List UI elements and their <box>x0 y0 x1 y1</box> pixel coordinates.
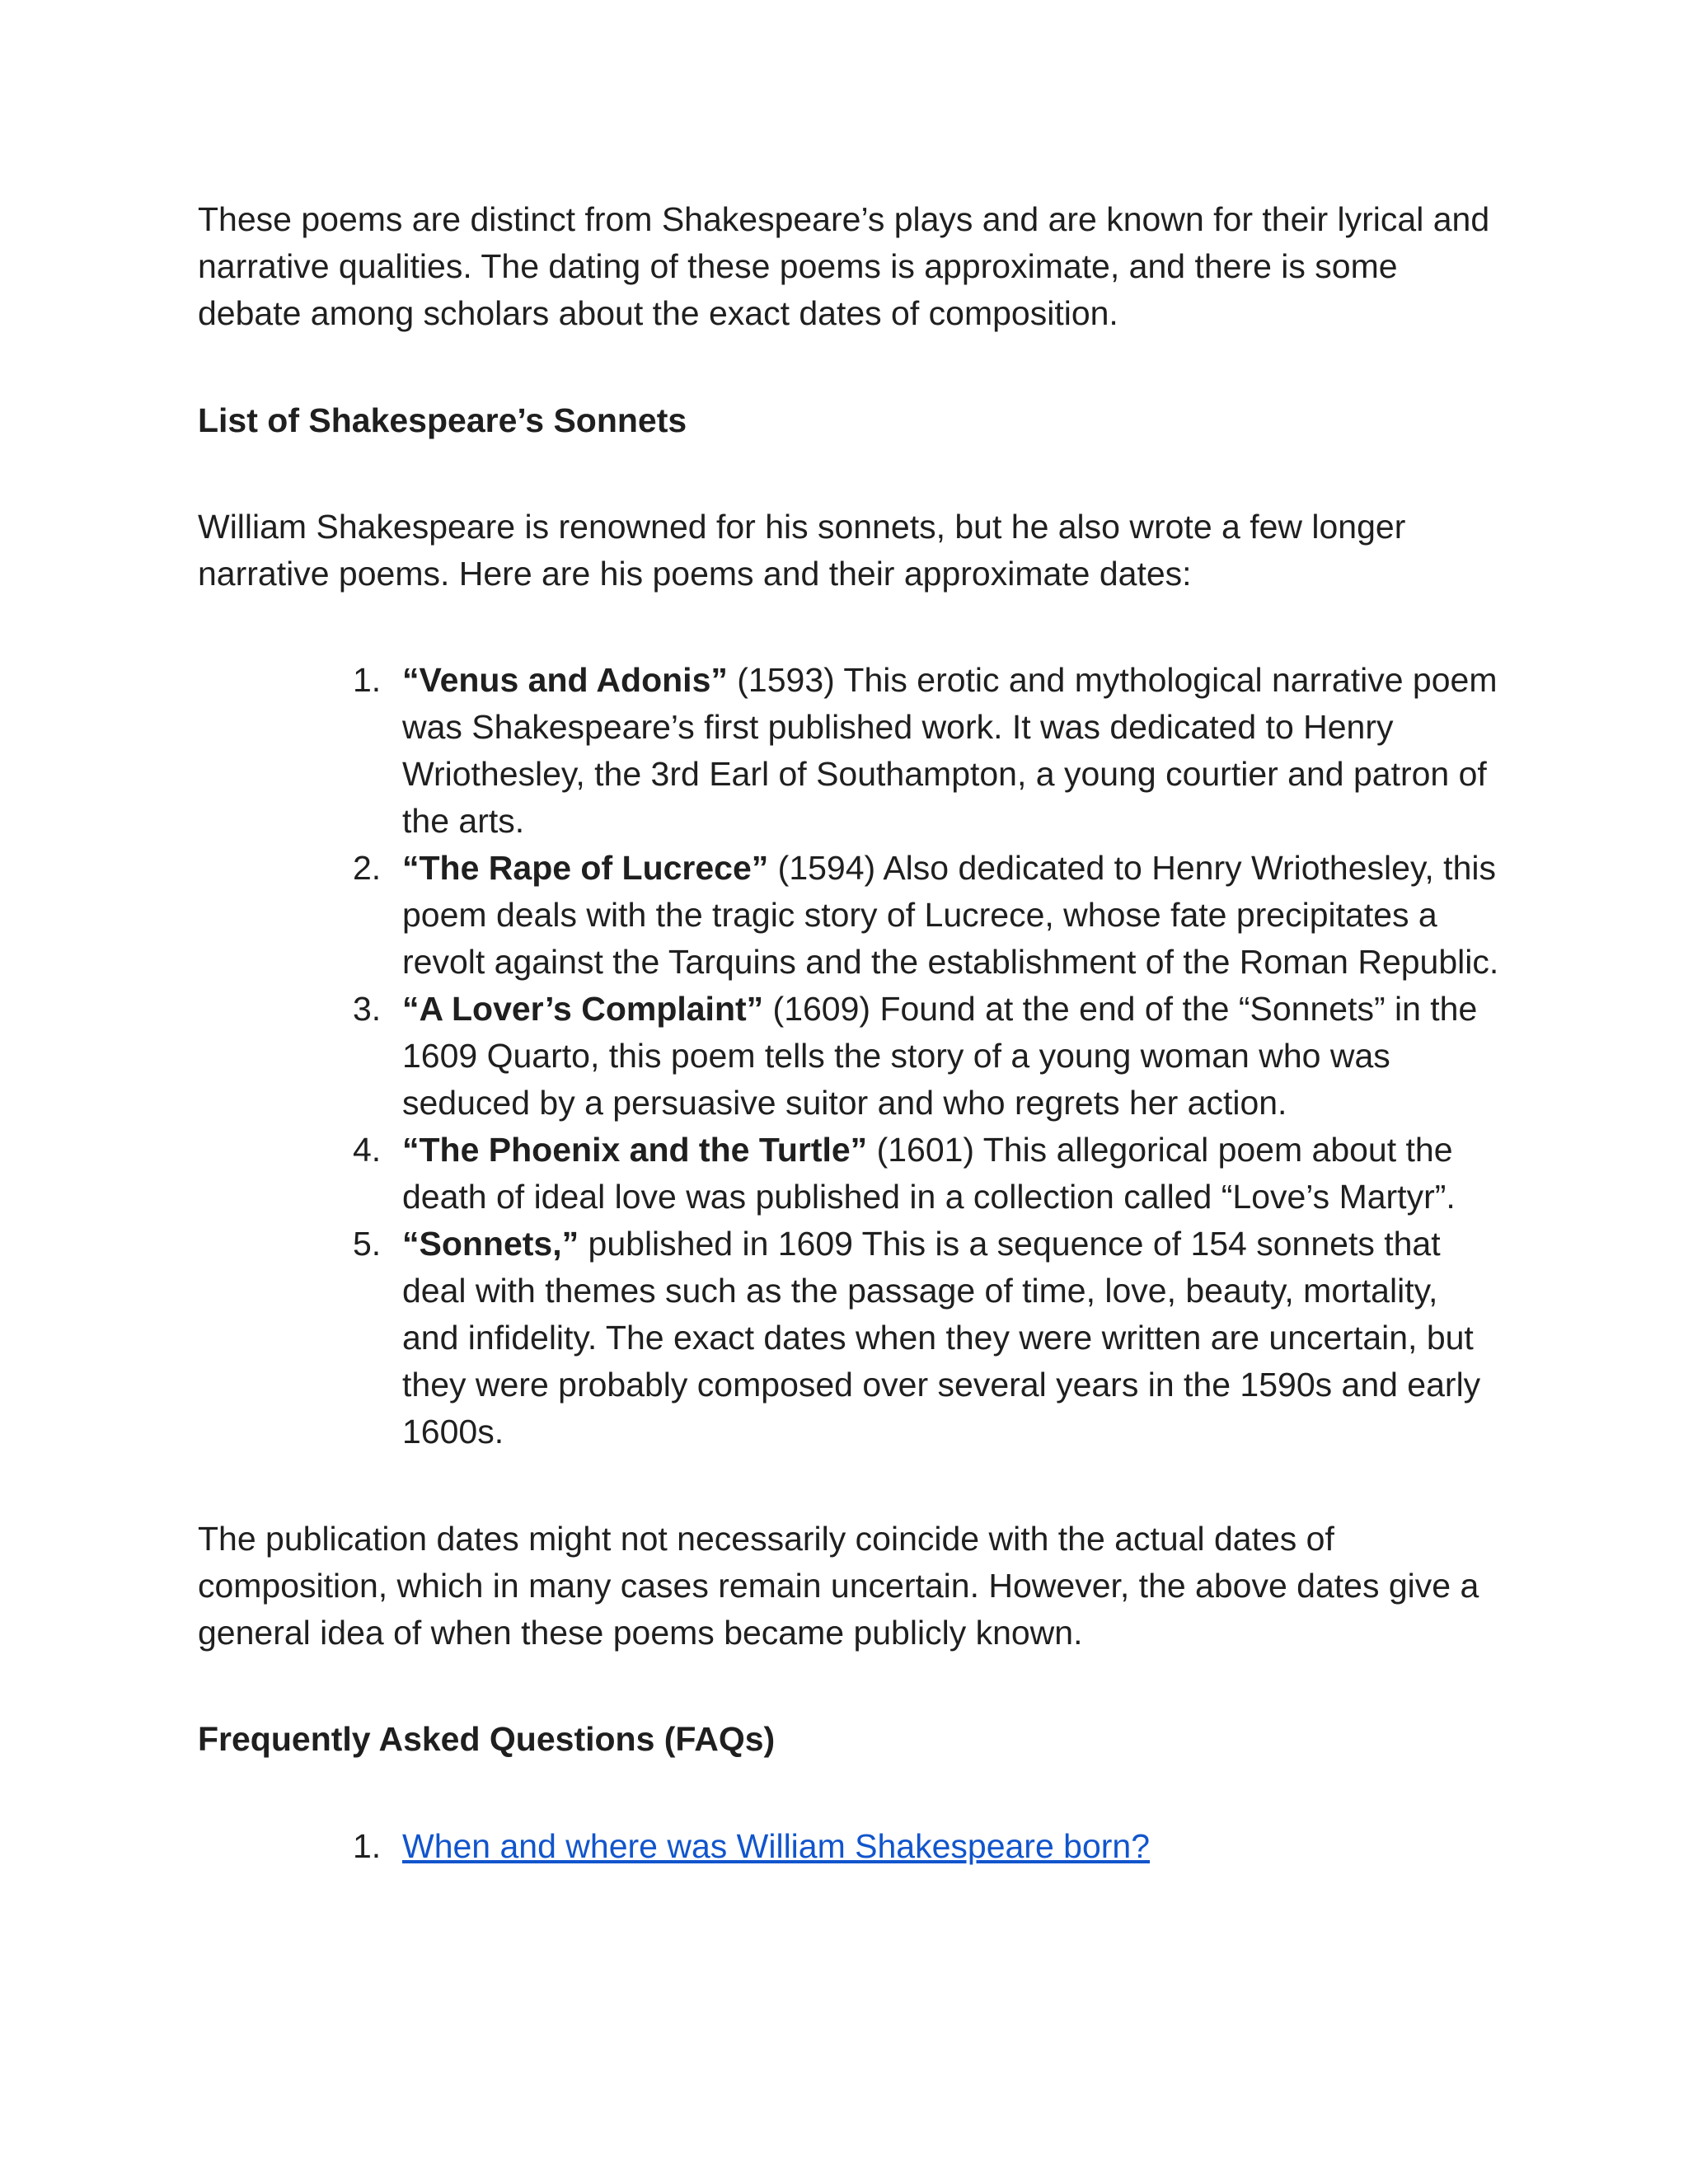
poem-title: “Venus and Adonis” <box>402 661 728 699</box>
faq-link[interactable]: When and where was William Shakespeare born? <box>402 1827 1151 1865</box>
list-number: 5. <box>353 1225 382 1263</box>
poem-description: (1601) This allegorical poem about the death of ideal love was published in a collection called “Love’s Martyr”. <box>402 1131 1456 1216</box>
poem-item <box>198 657 1500 845</box>
poem-title: “The Rape of Lucrece” <box>402 849 769 887</box>
list-number: 3. <box>353 990 382 1028</box>
sonnets-intro-paragraph: William Shakespeare is renowned for his sonnets, but he also wrote a few longer narrative poems. Here are his poems and their approximate dates: <box>198 508 1406 593</box>
list-number: 2. <box>353 849 382 887</box>
poem-item <box>198 1221 1500 1455</box>
document-page <box>198 196 1500 1930</box>
poem-description: (1593) This erotic and mythological narrative poem was Shakespeare’s first published work. It was dedicated to Henry Wriothesley, the 3rd Earl of Southampton, a young courtier and patron of the arts. <box>402 661 1498 840</box>
poem-item <box>198 986 1500 1127</box>
list-number: 4. <box>353 1131 382 1169</box>
poem-title: “The Phoenix and the Turtle” <box>402 1131 868 1169</box>
list-number: 1. <box>353 661 382 699</box>
poem-title: “A Lover’s Complaint” <box>402 990 764 1028</box>
publication-note-paragraph: The publication dates might not necessarily coincide with the actual dates of composition, which in many cases remain uncertain. However, the above dates give a general idea of when these poems became publicly known. <box>198 1520 1479 1652</box>
faq-item <box>198 1823 1500 1870</box>
poem-description: (1594) Also dedicated to Henry Wriothesley, this poem deals with the tragic story of Lucrece, whose fate precipitates a revolt against the Tarquins and the establishment of the Roman Republic. <box>402 849 1499 981</box>
poem-description: (1609) Found at the end of the “Sonnets” in the 1609 Quarto, this poem tells the story of a young woman who was seduced by a persuasive suitor and who regrets her action. <box>402 990 1478 1122</box>
faq-list <box>198 1823 1500 1870</box>
sonnets-heading: List of Shakespeare’s Sonnets <box>198 401 687 439</box>
poem-description: published in 1609 This is a sequence of 154 sonnets that deal with themes such as the passage of time, love, beauty, mortality, and infidelity. The exact dates when they were written are uncertain, but they were probably composed over several years in the 1590s and early 1600s. <box>402 1225 1481 1451</box>
faq-heading: Frequently Asked Questions (FAQs) <box>198 1720 776 1758</box>
intro-paragraph: These poems are distinct from Shakespeare’s plays and are known for their lyrical and narrative qualities. The dating of these poems is approximate, and there is some debate among scholars about the exact dates of composition. <box>198 200 1490 332</box>
list-number: 1. <box>353 1827 382 1865</box>
poem-item <box>198 845 1500 986</box>
poem-title: “Sonnets,” <box>402 1225 579 1263</box>
poem-item <box>198 1127 1500 1221</box>
poems-list <box>198 657 1500 1455</box>
